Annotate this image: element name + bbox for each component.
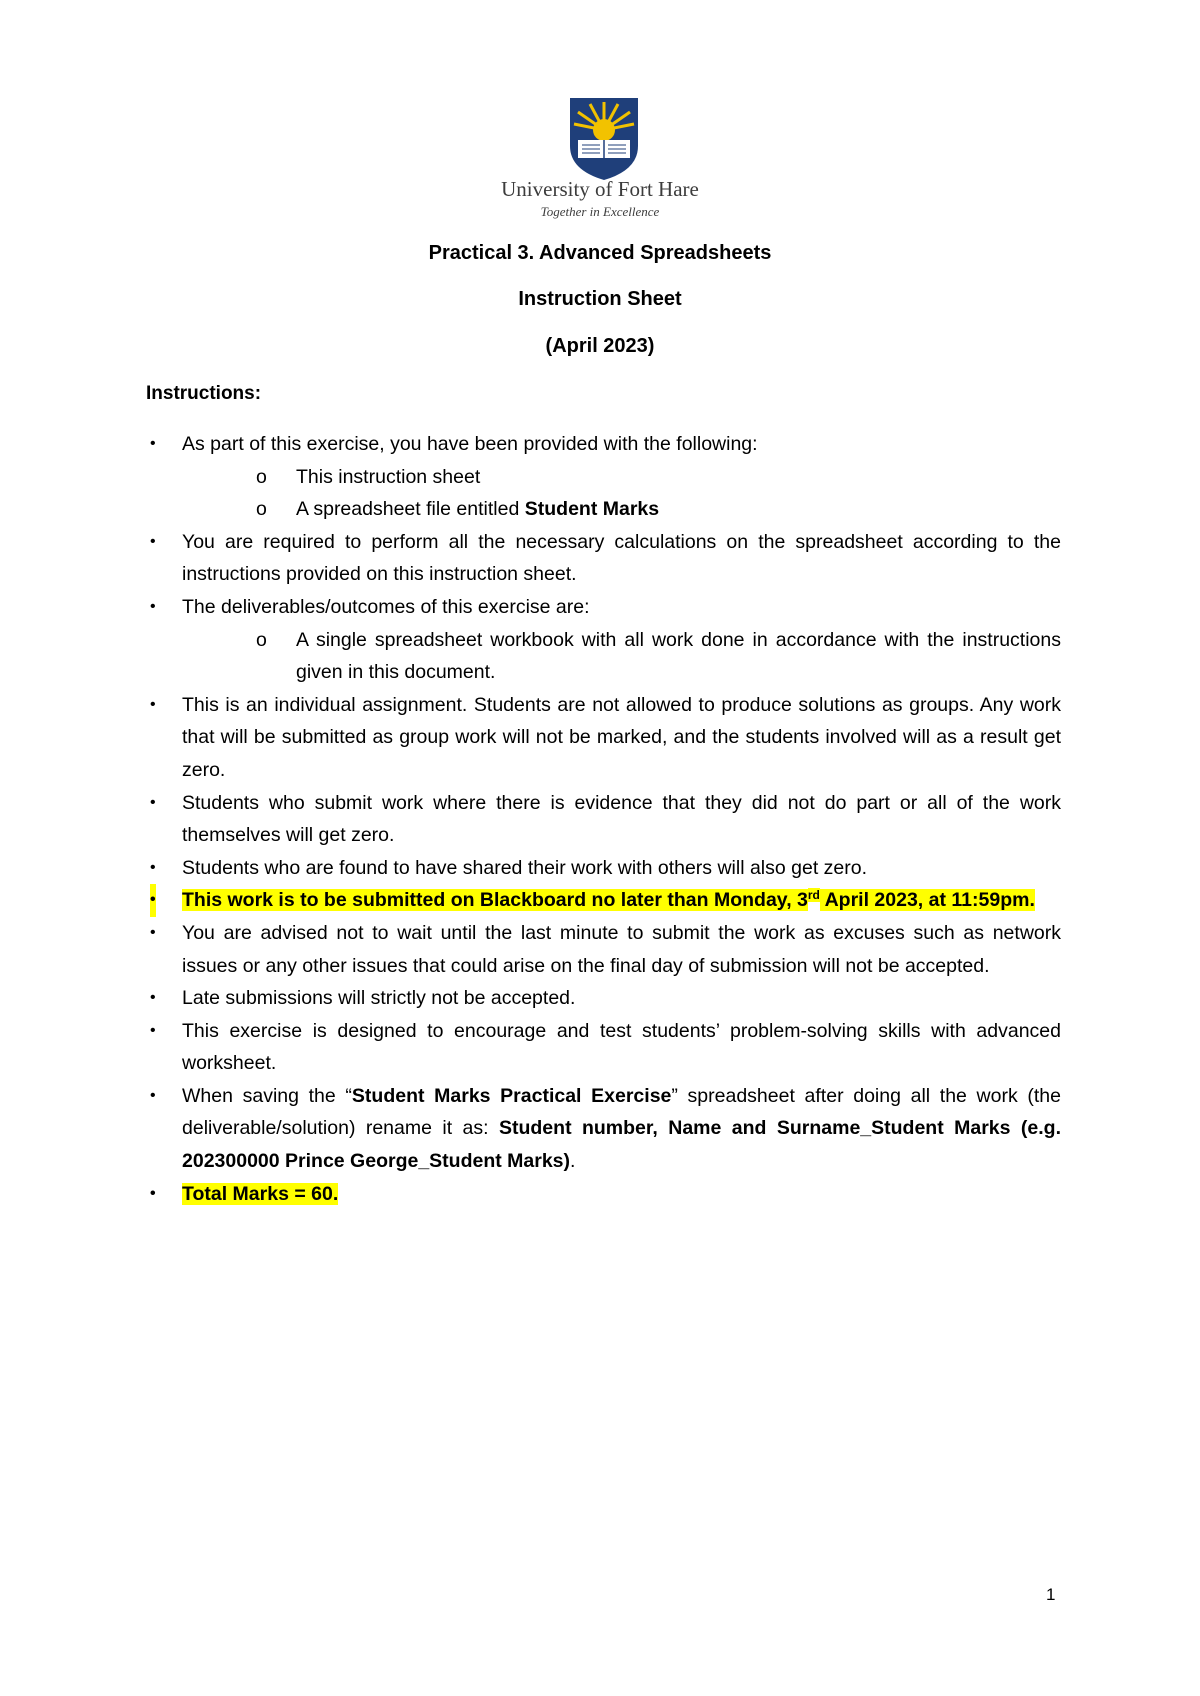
document-subtitle: Instruction Sheet [518,288,682,310]
bullet-icon: • [150,597,156,615]
sub-bullet-icon: o [256,498,267,521]
list-item: • You are advised not to wait until the last minute to submit the work as excuses such as network issues or any other issues that could arise on the final day of submission will not be accepted. [146,917,1061,982]
sub-list-item: o A spreadsheet file entitled Student Marks [146,493,1061,526]
page-number: 1 [1046,1585,1056,1604]
bullet-icon: • [150,1184,156,1202]
list-item: • Students who are found to have shared their work with others will also get zero. [146,852,1061,885]
list-item: • As part of this exercise, you have been provided with the following: [146,428,1061,461]
list-item: • Late submissions will strictly not be accepted. [146,982,1061,1015]
bullet-icon: • [150,1086,156,1104]
sub-list-item: o This instruction sheet [146,461,1061,494]
bullet-icon: • [150,989,156,1007]
document-date: (April 2023) [545,335,655,357]
university-name: University of Fort Hare [501,177,699,201]
bullet-icon: • [150,1021,156,1039]
list-item-naming: • When saving the “Student Marks Practical Exercise” spreadsheet after doing all the work (the deliverable/solution) rename it as: Student number, Name and Surname_Student Marks (e.g. 202300000 Prince George_Student Marks). [146,1080,1061,1178]
list-item: • The deliverables/outcomes of this exercise are: [146,591,1061,624]
list-item: • Students who submit work where there is evidence that they did not do part or all of the work themselves will get zero. [146,787,1061,852]
sub-list-item: o A single spreadsheet workbook with all work done in accordance with the instructions given in this document. [146,624,1061,689]
instructions-heading: Instructions: [146,383,262,404]
sub-bullet-icon: o [256,465,267,488]
document-title: Practical 3. Advanced Spreadsheets [428,242,772,264]
list-item-total-marks: • Total Marks = 60. [146,1178,1061,1211]
bullet-icon: • [150,923,156,941]
university-tagline: Together in Excellence [540,204,660,219]
sub-bullet-icon: o [256,628,267,651]
bullet-icon: • [150,858,156,876]
bullet-icon: • [150,884,156,917]
bullet-icon: • [150,695,156,713]
list-item: • This is an individual assignment. Students are not allowed to produce solutions as groups. Any work that will be submitted as group work will not be marked, and the students involved will as a result get zero. [146,689,1061,787]
bullet-icon: • [150,793,156,811]
list-item: • You are required to perform all the necessary calculations on the spreadsheet according to the instructions provided on this instruction sheet. [146,526,1061,591]
bullet-icon: • [150,532,156,550]
instructions-list [146,428,1061,1210]
list-item-deadline: • This work is to be submitted on Blackboard no later than Monday, 3rd April 2023, at 11:59pm. [146,884,1061,917]
bullet-icon: • [150,435,156,452]
university-crest-icon [568,96,640,182]
list-item: • This exercise is designed to encourage and test students’ problem-solving skills with advanced worksheet. [146,1015,1061,1080]
